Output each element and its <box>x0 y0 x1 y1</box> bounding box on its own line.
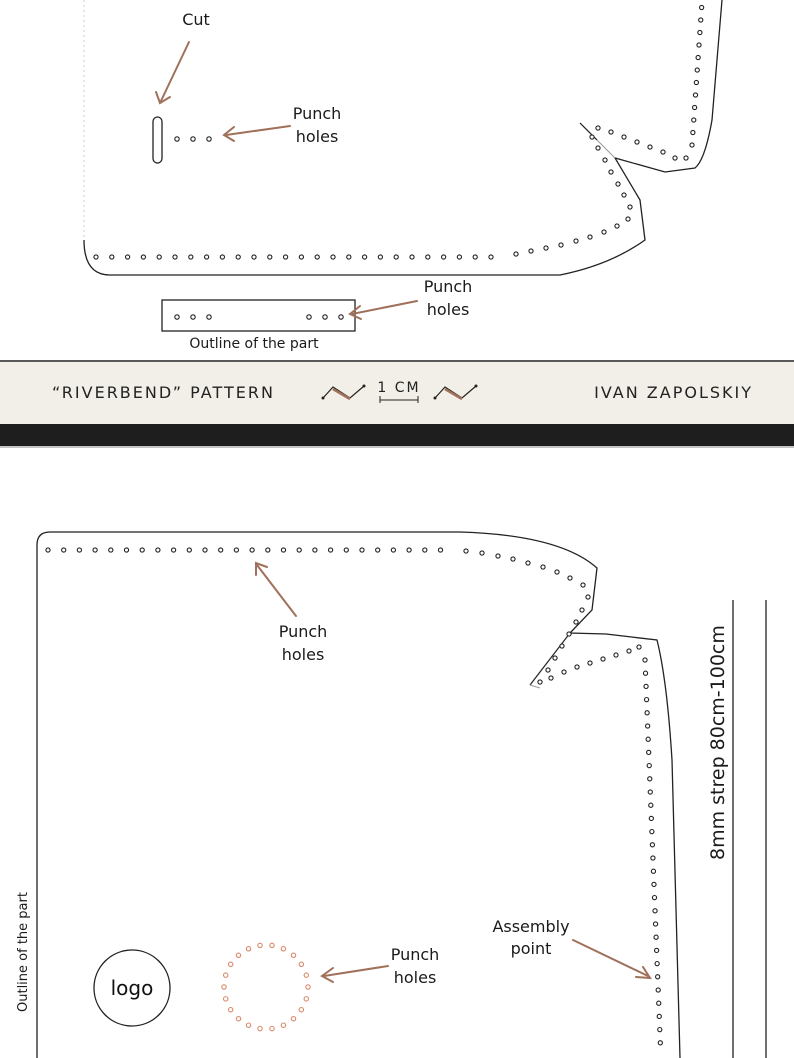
punch-hole <box>673 156 677 160</box>
punch-hole <box>219 548 223 552</box>
punch-hole <box>655 948 659 952</box>
punch-hole <box>329 548 333 552</box>
cut-label: Cut <box>182 10 210 29</box>
punch-hole <box>281 548 285 552</box>
punch-hole <box>480 551 484 555</box>
outline-label-bottom: Outline of the part <box>16 892 31 1012</box>
punch-hole <box>258 1026 262 1030</box>
punch-hole <box>363 255 367 259</box>
assembly-label-a: Assembly <box>492 917 570 936</box>
punch-hole <box>699 18 703 22</box>
punch-hole <box>644 698 648 702</box>
punch-hole <box>562 670 566 674</box>
punch-hole <box>544 246 548 250</box>
punch-hole <box>615 224 619 228</box>
punch-hole <box>567 632 571 636</box>
punch-hole <box>560 644 564 648</box>
punch-hole <box>574 620 578 624</box>
punch-hole <box>407 548 411 552</box>
punch-hole <box>250 548 254 552</box>
punch-hole <box>602 230 606 234</box>
punch-hole <box>656 975 660 979</box>
punch-hole <box>203 548 207 552</box>
punch-holes-label-3a: Punch <box>278 622 328 641</box>
punch-hole <box>700 5 704 9</box>
punch-hole <box>581 583 585 587</box>
punch-hole <box>291 953 295 957</box>
punch-hole <box>691 130 695 134</box>
punch-hole <box>189 255 193 259</box>
punch-hole <box>648 777 652 781</box>
punch-hole <box>541 565 545 569</box>
punch-hole <box>694 80 698 84</box>
punch-hole <box>110 255 114 259</box>
bottom-pattern-panel <box>16 532 766 1058</box>
punch-hole <box>596 146 600 150</box>
punch-hole <box>394 255 398 259</box>
punch-hole <box>378 255 382 259</box>
punch-hole <box>514 252 518 256</box>
punch-arrow-icon-4 <box>322 966 388 982</box>
top-pattern-panel <box>84 0 722 352</box>
punch-hole <box>224 997 228 1001</box>
punch-hole <box>270 943 274 947</box>
punch-hole <box>410 255 414 259</box>
punch-hole <box>590 135 594 139</box>
punch-hole <box>555 570 559 574</box>
punch-hole <box>344 548 348 552</box>
logo-ring-holes <box>222 943 310 1031</box>
punch-hole <box>628 205 632 209</box>
punch-hole <box>646 737 650 741</box>
punch-holes-label-3b: holes <box>281 645 325 664</box>
punch-hole <box>246 947 250 951</box>
punch-hole <box>347 255 351 259</box>
dark-strip <box>0 424 794 446</box>
punch-hole <box>643 671 647 675</box>
punch-hole <box>651 869 655 873</box>
punch-hole <box>299 255 303 259</box>
small-part-holes <box>175 315 343 319</box>
punch-hole <box>489 255 493 259</box>
punch-hole <box>236 1017 240 1021</box>
punch-hole <box>304 997 308 1001</box>
punch-hole <box>228 1008 232 1012</box>
punch-hole <box>622 135 626 139</box>
assembly-label-b: point <box>510 939 552 958</box>
punch-hole <box>652 882 656 886</box>
punch-hole <box>661 150 665 154</box>
cut-slot <box>153 117 162 163</box>
punch-hole <box>649 803 653 807</box>
slot-holes <box>175 137 211 141</box>
punch-hole <box>651 856 655 860</box>
bottom-stitch-row-notch <box>549 645 641 680</box>
punch-hole <box>588 235 592 239</box>
punch-hole <box>304 973 308 977</box>
punch-hole <box>236 255 240 259</box>
punch-hole <box>684 156 688 160</box>
punch-holes-label-2a: Punch <box>423 277 473 296</box>
punch-hole <box>603 158 607 162</box>
punch-hole <box>626 217 630 221</box>
punch-hole <box>693 105 697 109</box>
punch-hole <box>173 255 177 259</box>
punch-hole <box>315 255 319 259</box>
punch-hole <box>376 548 380 552</box>
punch-hole <box>657 1014 661 1018</box>
punch-hole <box>77 548 81 552</box>
punch-hole <box>654 935 658 939</box>
top-stitch-row-bottom <box>94 135 632 259</box>
punch-hole <box>299 1008 303 1012</box>
punch-hole <box>614 653 618 657</box>
punch-hole <box>647 750 651 754</box>
punch-hole <box>297 548 301 552</box>
punch-holes-label-4b: holes <box>393 968 437 987</box>
punch-hole <box>601 657 605 661</box>
punch-hole <box>124 548 128 552</box>
punch-hole <box>220 255 224 259</box>
punch-hole <box>252 255 256 259</box>
punch-arrow-icon-3 <box>256 563 296 616</box>
punch-hole <box>653 909 657 913</box>
punch-hole <box>172 548 176 552</box>
punch-hole <box>426 255 430 259</box>
punch-hole <box>692 118 696 122</box>
punch-hole <box>526 561 530 565</box>
punch-hole <box>457 255 461 259</box>
punch-hole <box>648 790 652 794</box>
punch-arrow-icon-2 <box>350 301 417 319</box>
punch-hole <box>650 830 654 834</box>
punch-hole <box>646 724 650 728</box>
punch-hole <box>266 548 270 552</box>
punch-hole <box>281 947 285 951</box>
punch-hole <box>622 193 626 197</box>
punch-hole <box>236 953 240 957</box>
punch-hole <box>553 656 557 660</box>
punch-hole <box>438 548 442 552</box>
punch-hole <box>698 30 702 34</box>
punch-hole <box>549 676 553 680</box>
punch-hole <box>655 962 659 966</box>
outline-label-top: Outline of the part <box>189 336 319 352</box>
punch-hole <box>224 973 228 977</box>
punch-hole <box>697 43 701 47</box>
punch-hole <box>656 988 660 992</box>
punch-hole <box>637 645 641 649</box>
punch-hole <box>222 985 226 989</box>
punch-hole <box>140 548 144 552</box>
punch-hole <box>559 243 563 247</box>
punch-hole <box>187 548 191 552</box>
punch-hole <box>645 711 649 715</box>
punch-hole <box>246 1023 250 1027</box>
punch-hole <box>205 255 209 259</box>
punch-hole <box>281 1023 285 1027</box>
punch-holes-label-2b: holes <box>426 300 470 319</box>
punch-hole <box>696 55 700 59</box>
punch-hole <box>496 554 500 558</box>
top-stitch-row-notch <box>596 126 688 160</box>
punch-hole <box>442 255 446 259</box>
punch-hole <box>658 1028 662 1032</box>
assembly-arrow-icon <box>573 940 650 978</box>
cut-arrow-icon <box>156 42 189 103</box>
scale-label: 1 CM <box>377 380 421 396</box>
punch-hole <box>46 548 50 552</box>
punch-hole <box>575 665 579 669</box>
punch-hole <box>284 255 288 259</box>
punch-hole <box>616 182 620 186</box>
punch-hole <box>627 649 631 653</box>
punch-hole <box>94 255 98 259</box>
punch-hole <box>258 943 262 947</box>
punch-hole <box>649 816 653 820</box>
punch-hole <box>538 680 542 684</box>
punch-hole <box>568 576 572 580</box>
punch-hole <box>109 548 113 552</box>
punch-hole <box>473 255 477 259</box>
logo-text: logo <box>110 976 154 1000</box>
punch-hole <box>157 255 161 259</box>
punch-hole <box>391 548 395 552</box>
punch-hole <box>93 548 97 552</box>
punch-hole <box>62 548 66 552</box>
bottom-stitch-row-right <box>643 658 663 1045</box>
punch-hole <box>652 896 656 900</box>
punch-hole <box>609 130 613 134</box>
punch-hole <box>574 239 578 243</box>
punch-hole <box>270 1026 274 1030</box>
punch-hole <box>511 557 515 561</box>
punch-hole <box>529 249 533 253</box>
punch-hole <box>268 255 272 259</box>
punch-hole <box>423 548 427 552</box>
punch-hole <box>546 668 550 672</box>
punch-hole <box>596 126 600 130</box>
punch-hole <box>234 548 238 552</box>
punch-hole <box>126 255 130 259</box>
punch-hole <box>588 661 592 665</box>
pattern-name: “RIVERBEND” PATTERN <box>52 383 275 402</box>
author-name: IVAN ZAPOLSKIY <box>594 383 753 402</box>
punch-hole <box>695 68 699 72</box>
punch-hole <box>331 255 335 259</box>
top-stitch-row-right <box>690 5 704 147</box>
punch-hole <box>586 595 590 599</box>
punch-hole <box>690 143 694 147</box>
punch-hole <box>464 549 468 553</box>
punch-hole <box>658 1041 662 1045</box>
punch-holes-label-4a: Punch <box>390 945 440 964</box>
strap-label: 8mm strep 80cm-100cm <box>707 625 729 860</box>
punch-hole <box>306 985 310 989</box>
punch-hole <box>647 764 651 768</box>
punch-hole <box>648 145 652 149</box>
title-band <box>0 361 794 447</box>
punch-arrow-icon-1 <box>224 126 290 141</box>
punch-hole <box>299 962 303 966</box>
punch-hole <box>228 962 232 966</box>
punch-holes-label-1a: Punch <box>292 104 342 123</box>
punch-hole <box>313 548 317 552</box>
punch-hole <box>580 608 584 612</box>
punch-hole <box>360 548 364 552</box>
punch-hole <box>609 170 613 174</box>
punch-hole <box>291 1017 295 1021</box>
punch-hole <box>156 548 160 552</box>
punch-hole <box>657 1001 661 1005</box>
punch-hole <box>635 140 639 144</box>
punch-hole <box>141 255 145 259</box>
punch-hole <box>693 93 697 97</box>
punch-hole <box>653 922 657 926</box>
punch-hole <box>643 658 647 662</box>
punch-hole <box>644 684 648 688</box>
punch-holes-label-1b: holes <box>295 127 339 146</box>
punch-hole <box>650 843 654 847</box>
